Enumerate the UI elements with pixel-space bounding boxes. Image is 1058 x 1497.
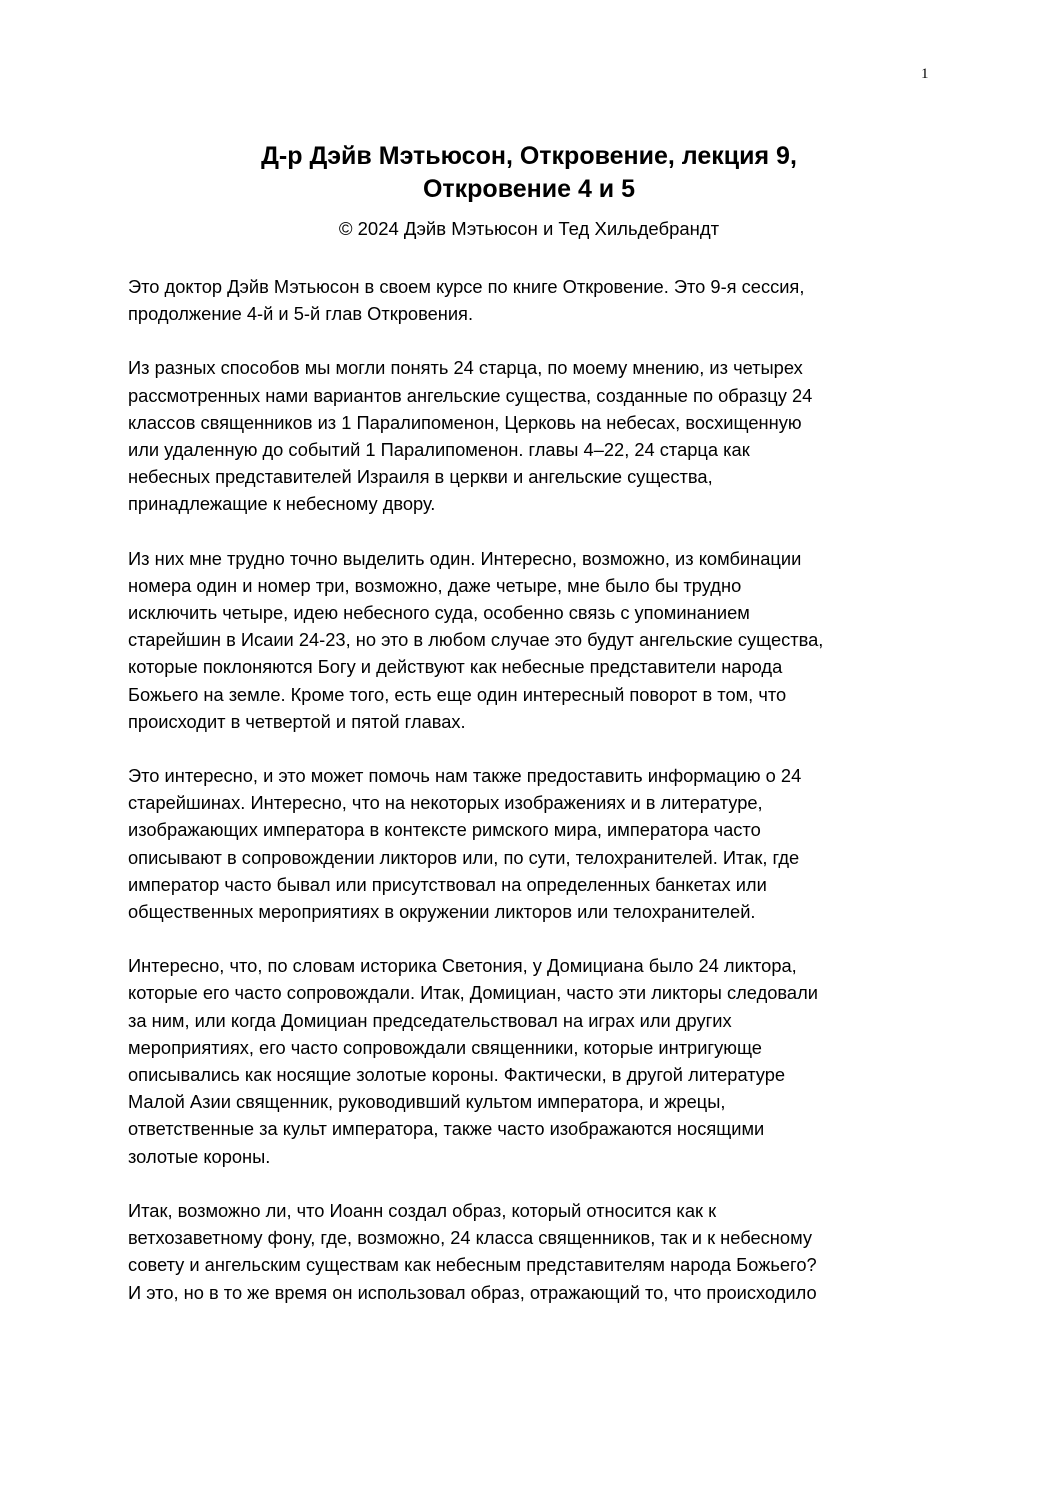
title-line: Д-р Дэйв Мэтьюсон, Откровение, лекция 9, <box>261 142 797 170</box>
paragraph <box>128 952 938 1170</box>
text-line: происходит в четвертой и пятой главах. <box>128 710 466 732</box>
text-line: Это интересно, и это может помочь нам также предоставить информацию о 24 <box>128 765 802 787</box>
paragraph <box>128 545 938 735</box>
text-line: или удаленную до событий 1 Паралипоменон. главы 4–22, 24 старца как <box>128 439 750 461</box>
title-line: Откровение 4 и 5 <box>422 175 636 203</box>
text-line: которые его часто сопровождали. Итак, Домициан, часто эти ликторы следовали <box>128 982 818 1004</box>
text-line: И это, но в то же время он использовал образ, отражающий то, что происходило <box>128 1281 817 1303</box>
text-line: старейшинах. Интересно, что на некоторых изображениях и в литературе, <box>128 792 763 814</box>
text-line: Божьего на земле. Кроме того, есть еще один интересный поворот в том, что <box>128 683 787 705</box>
text-line: классов священников из 1 Паралипоменон, Церковь на небесах, восхищенную <box>128 411 802 433</box>
text-line: Из них мне трудно точно выделить один. Интересно, возможно, из комбинации <box>128 547 802 569</box>
text-line: Интересно, что, по словам историка Светония, у Домициана было 24 ликтора, <box>128 955 797 977</box>
text-line: Из разных способов мы могли понять 24 старца, по моему мнению, из четырех <box>128 357 803 379</box>
text-line: номера один и номер три, возможно, даже четыре, мне было бы трудно <box>128 574 742 596</box>
paragraph <box>128 1197 938 1306</box>
text-line: принадлежащие к небесному двору. <box>128 493 436 515</box>
text-line: исключить четыре, идею небесного суда, особенно связь с упоминанием <box>128 602 750 624</box>
text-line: мероприятиях, его часто сопровождали священники, которые интригующе <box>128 1036 762 1058</box>
text-line: ветхозаветному фону, где, возможно, 24 класса священников, так и к небесному <box>128 1227 812 1249</box>
paragraph <box>128 762 938 925</box>
text-line: Малой Азии священник, руководивший культом императора, и жрецы, <box>128 1091 726 1113</box>
text-line: рассмотренных нами вариантов ангельские существа, созданные по образцу 24 <box>128 384 813 406</box>
text-line: золотые короны. <box>128 1145 271 1167</box>
text-line: описывались как носящие золотые короны. Фактически, в другой литературе <box>128 1064 786 1086</box>
text-line: Итак, возможно ли, что Иоанн создал образ, который относится как к <box>128 1199 717 1221</box>
document-title <box>0 140 1058 206</box>
text-line: общественных мероприятиях в окружении ликторов или телохранителей. <box>128 901 756 923</box>
text-line: ответственные за культ императора, также часто изображаются носящими <box>128 1118 765 1140</box>
copyright-line: © 2024 Дэйв Мэтьюсон и Тед Хильдебрандт <box>338 218 720 239</box>
text-line: совету и ангельским существам как небесным представителям народа Божьего? <box>128 1254 817 1276</box>
text-line: небесных представителей Израиля в церкви и ангельские существа, <box>128 466 713 488</box>
text-line: Это доктор Дэйв Мэтьюсон в своем курсе по книге Откровение. Это 9-я сессия, <box>128 276 805 297</box>
page-number: 1 <box>921 66 929 82</box>
paragraph <box>128 273 938 327</box>
paragraph <box>128 354 938 517</box>
text-line: старейшин в Исаии 24-23, но это в любом случае это будут ангельские существа, <box>128 629 824 651</box>
text-line: продолжение 4-й и 5-й глав Откровения. <box>128 303 474 325</box>
text-line: которые поклоняются Богу и действуют как небесные представители народа <box>128 656 783 678</box>
text-line: император часто бывал или присутствовал на определенных банкетах или <box>128 873 767 895</box>
document-body <box>128 273 938 1333</box>
text-line: описывают в сопровождении ликторов или, по сути, телохранителей. Итак, где <box>128 846 800 868</box>
text-line: за ним, или когда Домициан председательствовал на играх или других <box>128 1009 732 1031</box>
text-line: изображающих императора в контексте римского мира, императора часто <box>128 819 761 841</box>
